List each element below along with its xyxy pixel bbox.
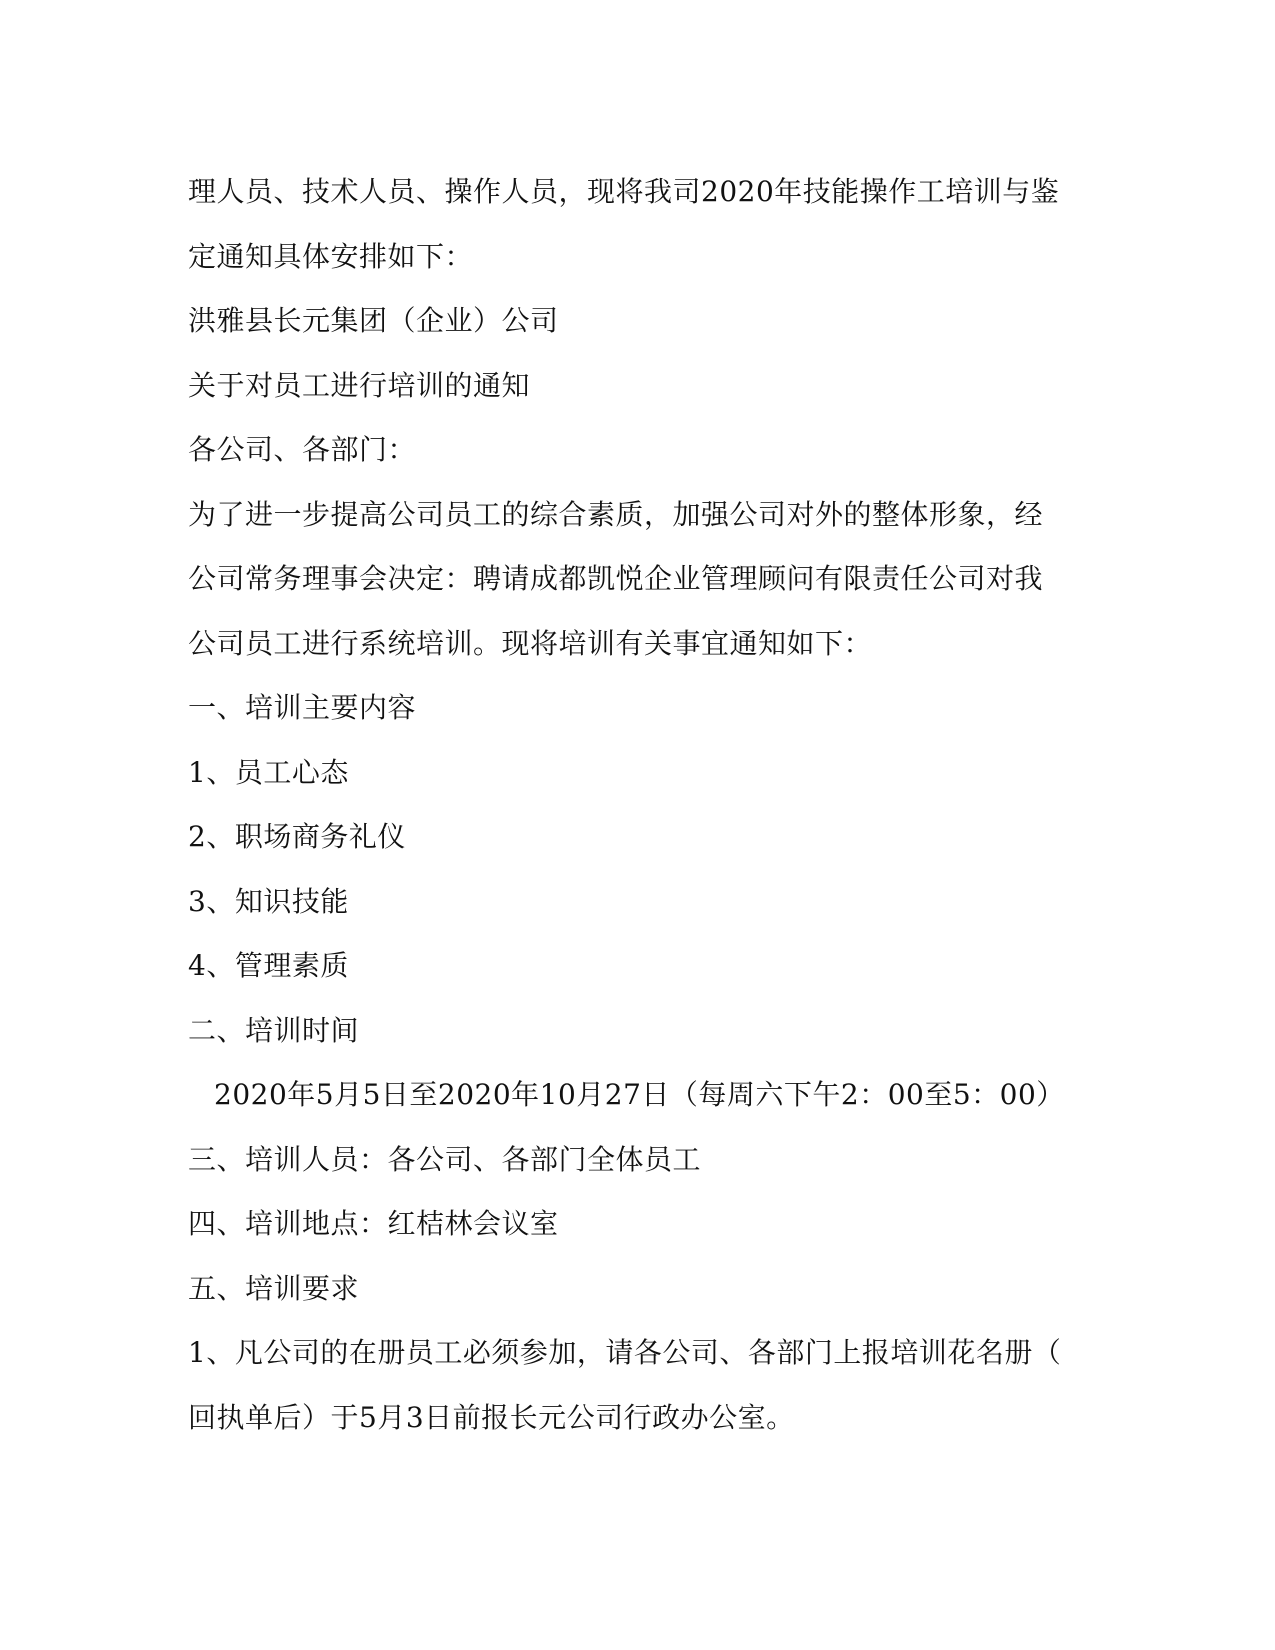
section-heading-location: 四、培训地点：红桔林会议室	[188, 1207, 559, 1240]
notice-title: 关于对员工进行培训的通知	[188, 368, 531, 402]
salutation: 各公司、各部门：	[188, 433, 417, 466]
list-item: 3、知识技能	[188, 884, 349, 918]
paragraph-purpose-line-2: 公司常务理事会决定：聘请成都凯悦企业管理顾问有限责任公司对我	[188, 562, 1044, 595]
list-item: 1、员工心态	[188, 755, 349, 789]
section-heading-people: 三、培训人员：各公司、各部门全体员工	[188, 1142, 702, 1176]
section-heading-time: 二、培训时间	[188, 1013, 360, 1047]
paragraph-purpose-line-3: 公司员工进行系统培训。现将培训有关事宜通知如下：	[188, 626, 873, 660]
paragraph-purpose-line-1: 为了进一步提高公司员工的综合素质，加强公司对外的整体形象，经	[188, 497, 1044, 531]
section-heading-content: 一、培训主要内容	[188, 691, 417, 724]
paragraph-intro-line-2: 定通知具体安排如下：	[188, 239, 474, 273]
paragraph-intro-line-1: 理人员、技术人员、操作人员，现将我司2020年技能操作工培训与鉴	[188, 175, 1060, 208]
requirement-line-1: 1、凡公司的在册员工必须参加，请各公司、各部门上报培训花名册（	[188, 1336, 1062, 1369]
list-item: 4、管理素质	[188, 949, 349, 982]
requirement-line-2: 回执单后）于5月3日前报长元公司行政办公室。	[188, 1400, 795, 1434]
section-heading-requirements: 五、培训要求	[188, 1271, 360, 1305]
document-body	[188, 160, 1088, 1450]
list-item: 2、职场商务礼仪	[188, 820, 406, 853]
training-time-value: 2020年5月5日至2020年10月27日（每周六下午2：00至5：00）	[214, 1078, 1065, 1111]
company-name: 洪雅县长元集团（企业）公司	[188, 304, 559, 337]
